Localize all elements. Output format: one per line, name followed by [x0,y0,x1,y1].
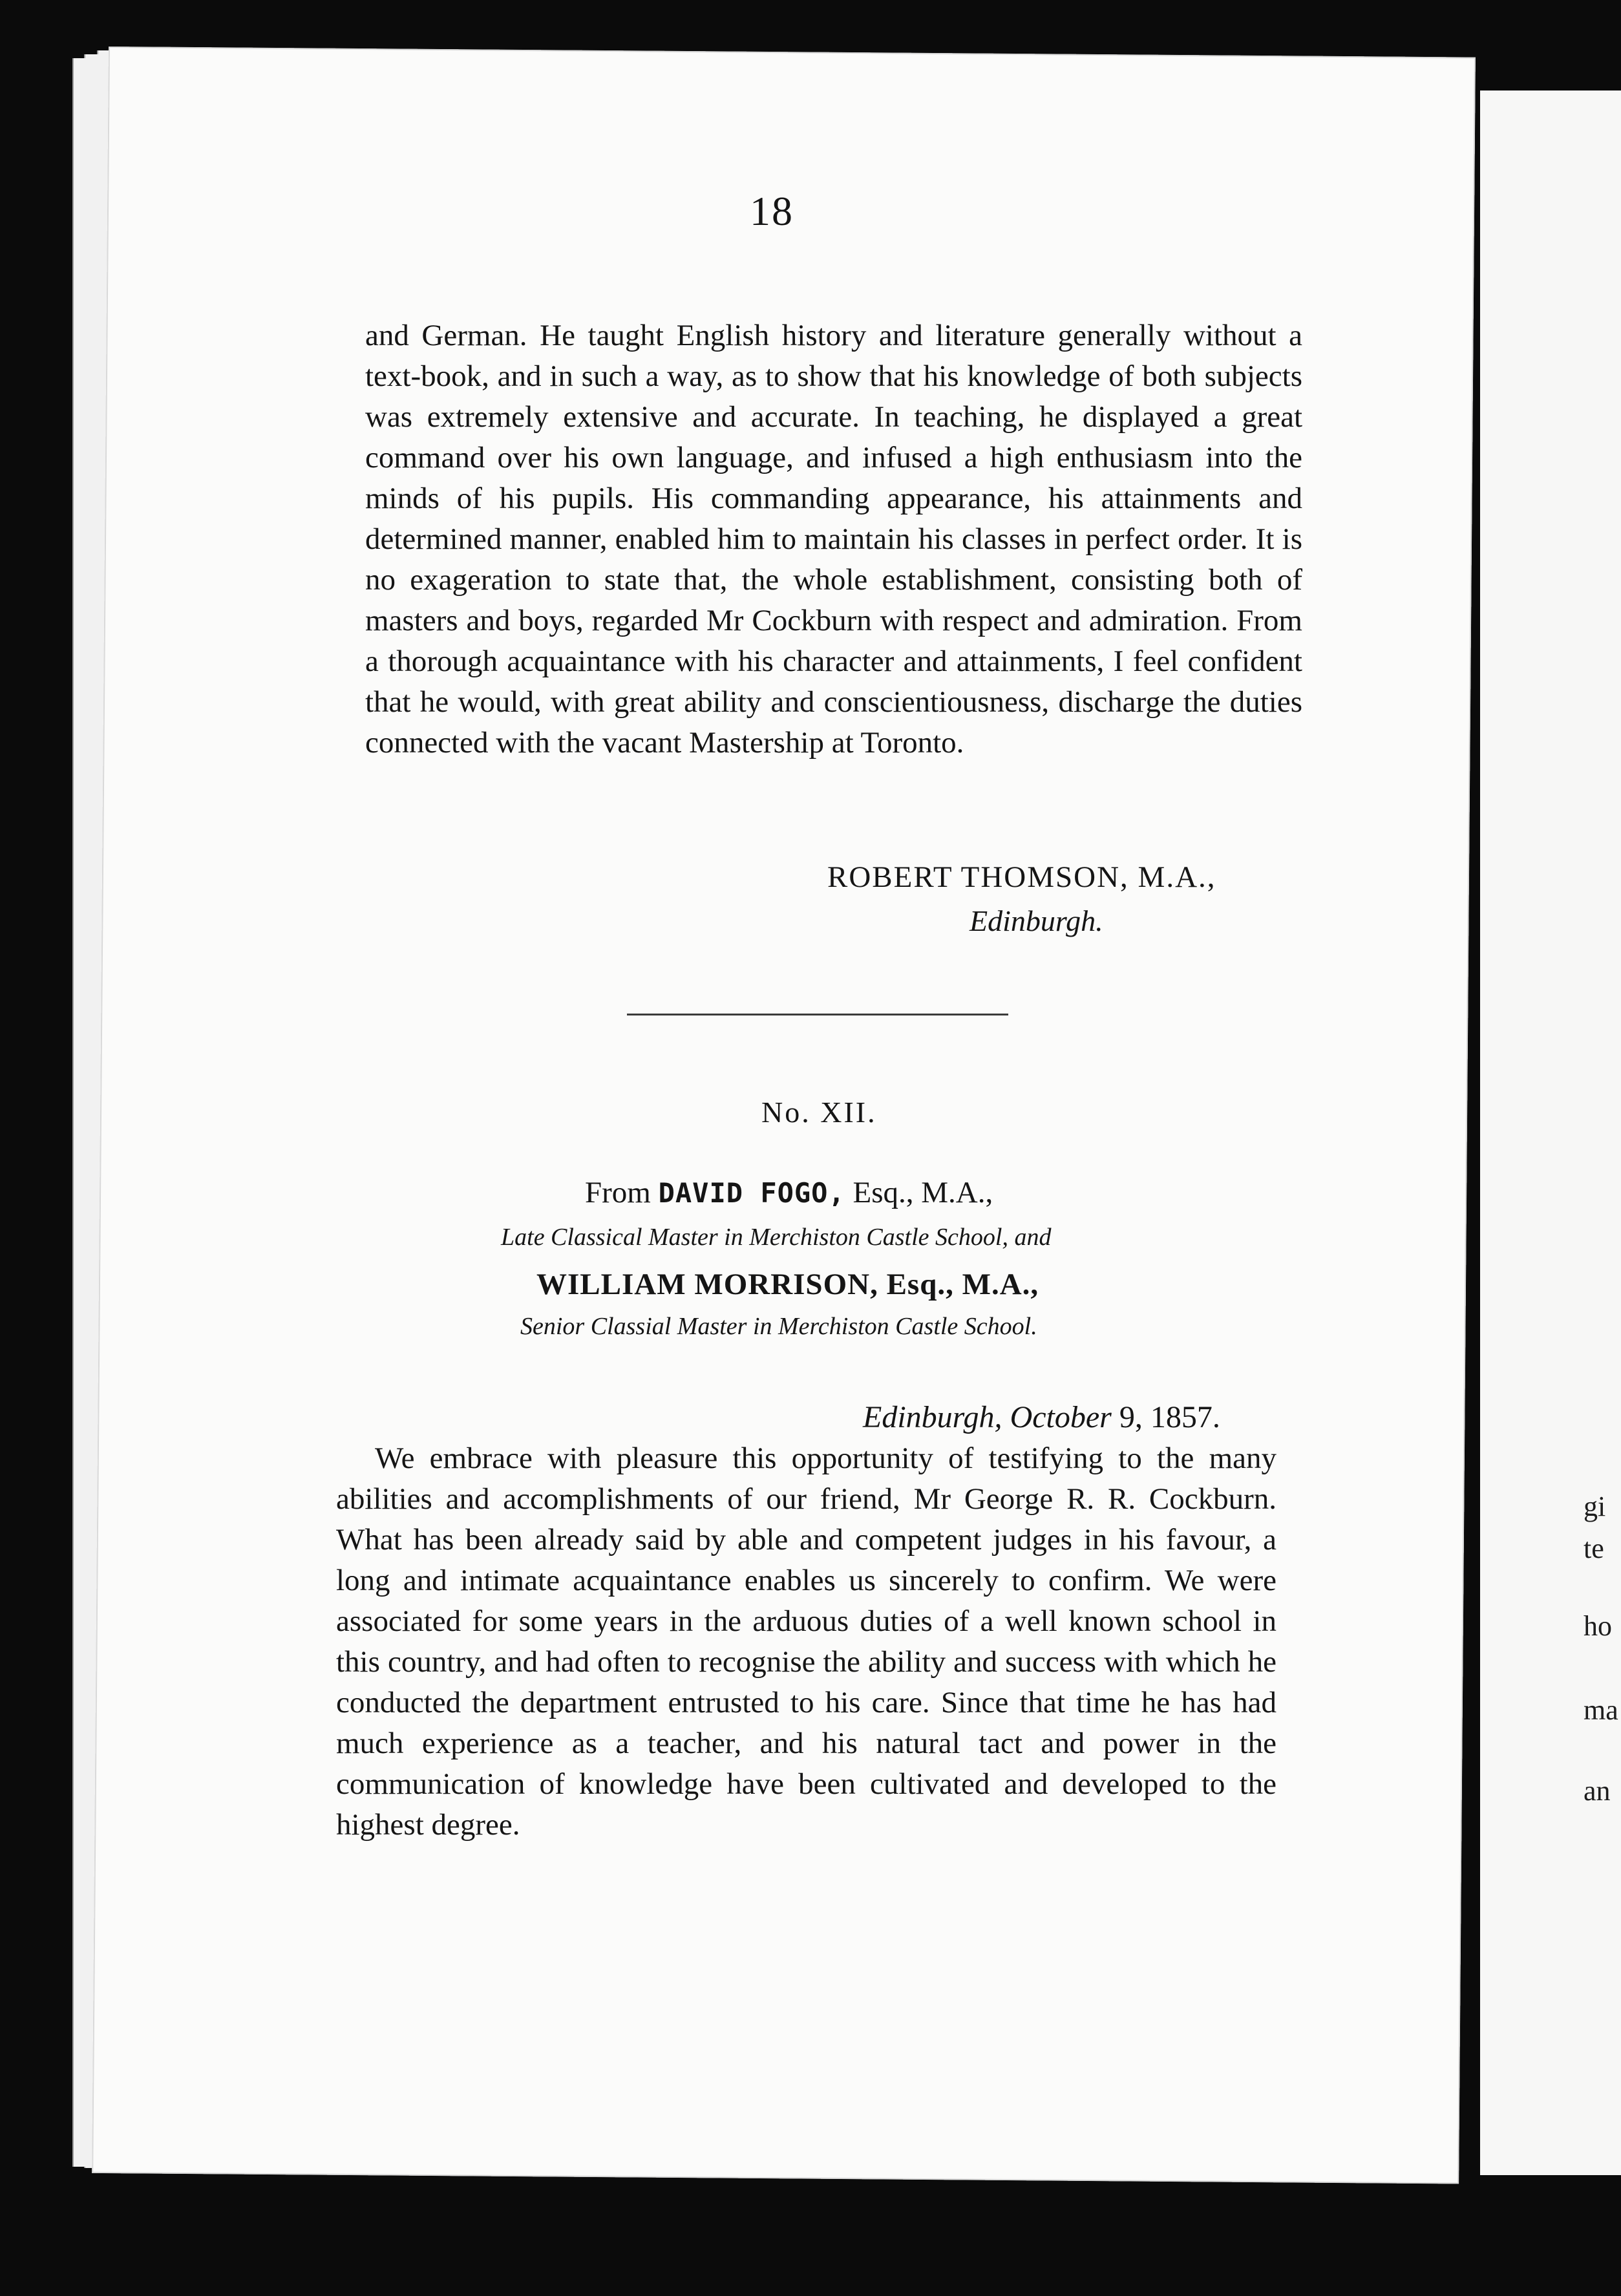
letter-text: We embrace with pleasure this opportunity of testifying to the many abilities and accomplishments of our friend, Mr George R. R. Cockburn. What has been already said by able and competent judges in his favour, a long and intimate acquaintance enables us sincerely to confirm. We were associated for some years in the arduous duties of a well known school in this country, and had often to recognise the ability and success with which he conducted the department entrusted to his care. Since that time he has had much experience as a teacher, and his natural tact and power in the communication of knowledge have been cultivated and developed to the highest degree. [336,1441,1277,1842]
facing-page [1480,90,1621,2175]
continuation-text: and German. He taught English history and literature generally without a text-book, and in such a way, as to show that his knowledge of both subjects was extremely extensive and accurate. In teaching, he displayed a great command over his own language, and infused a high enthusiasm into the minds of his pupils. His commanding appearance, his attainments and determined manner, enabled him to maintain his classes in perfect order. It is no exageration to state that, the whole establishment, consisting both of masters and boys, regarded Mr Cockburn with respect and admiration. From a thorough acquaintance with his character and attainments, I feel confident that he would, with great ability and conscientiousness, discharge the duties connected with the vacant Mastership at Toronto. [365,319,1302,760]
letter-paragraph [336,1438,1277,1845]
facing-page-fragment: an [1584,1775,1611,1807]
from-name: DAVID FOGO, [658,1177,845,1209]
from-line [585,1175,993,1210]
signature-name: ROBERT THOMSON, M.A., [827,860,1216,894]
date-place: Edinburgh, [863,1400,1002,1434]
page-number: 18 [750,188,794,234]
page-stack-edge [72,58,85,2167]
from-suffix: Esq., M.A., [853,1176,993,1209]
second-author-credential: Senior Classial Master in Merchiston Castle School. [520,1313,1037,1340]
from-prefix: From [585,1176,651,1209]
date-month: October [1010,1400,1112,1434]
continuation-paragraph [365,315,1302,763]
facing-page-fragment: gi [1584,1491,1606,1522]
signature-place: Edinburgh. [969,904,1103,937]
facing-page-fragment: ho [1584,1610,1612,1642]
second-author-name: WILLIAM MORRISON, Esq., M.A., [536,1268,1039,1301]
section-number: No. XII. [761,1096,877,1129]
facing-page-fragment: te [1584,1533,1604,1564]
date-rest: 9, 1857. [1119,1400,1220,1434]
from-credential: Late Classical Master in Merchiston Castle School, and [501,1224,1052,1251]
facing-page-fragment: ma [1584,1694,1618,1726]
section-divider [627,1014,1008,1015]
letter-date [863,1399,1220,1435]
